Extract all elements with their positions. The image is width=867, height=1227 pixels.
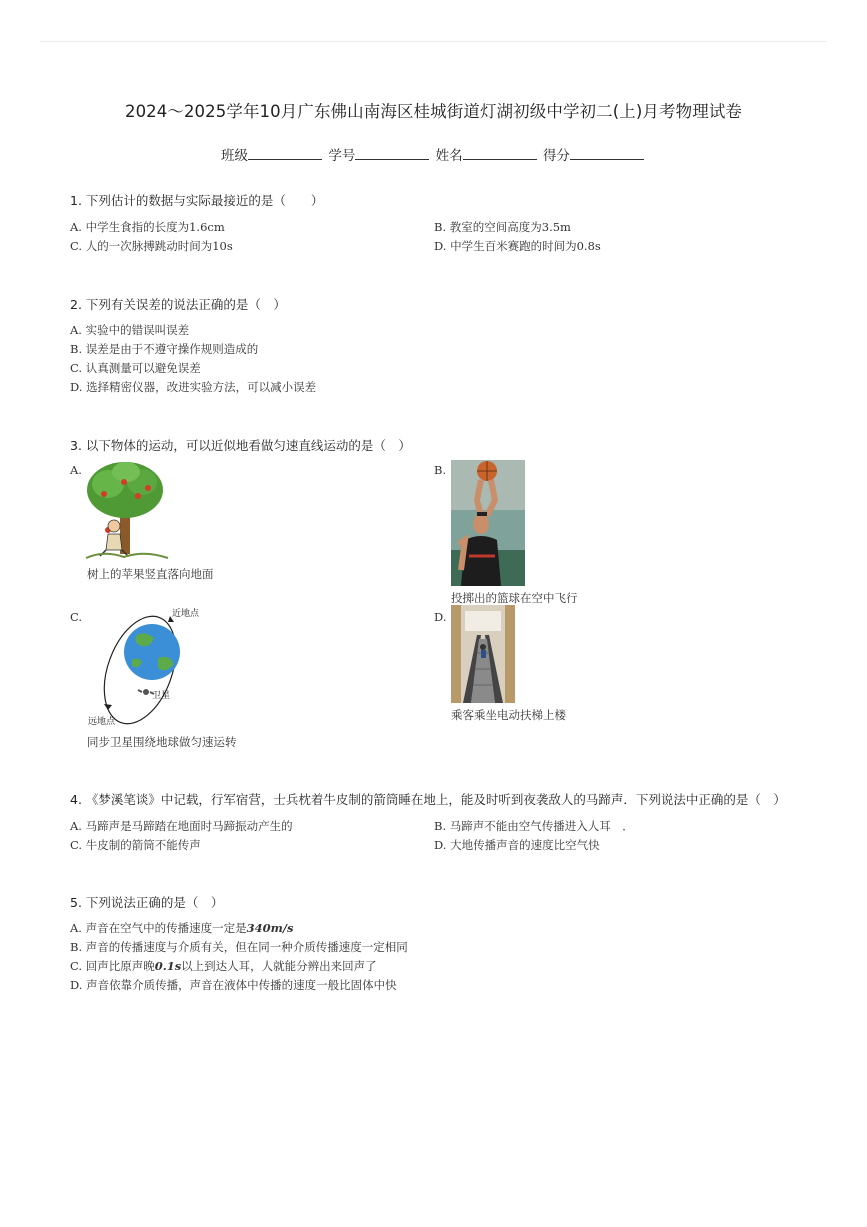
question-5-option-b[interactable]: B. 声音的传播速度与介质有关，但在同一种介质传播速度一定相同 [70,940,408,954]
question-3-stem: 3. 以下物体的运动，可以近似地看做匀速直线运动的是（ ） [70,438,411,453]
question-4-option-b[interactable]: B. 马蹄声不能由空气传播进入人耳 ． [434,819,634,833]
question-1-option-b[interactable]: B. 教室的空间高度为3.5m [434,220,571,234]
basketball-photo [451,460,525,586]
name-blank[interactable] [463,147,537,160]
question-4-option-c[interactable]: C. 牛皮制的箭筒不能传声 [70,838,201,852]
question-5-stem: 5. 下列说法正确的是（ ） [70,895,224,910]
question-1-option-d[interactable]: D. 中学生百米赛跑的时间为0.8s [434,239,601,253]
id-blank[interactable] [355,147,429,160]
question-5-option-c[interactable]: C. 回声比原声晚0.1s以上到达人耳，人就能分辨出来回声了 [70,959,377,973]
page-title: 2024～2025学年10月广东佛山南海区桂城街道灯湖初级中学初二(上)月考物理试卷 [124,102,743,121]
question-2-option-c[interactable]: C. 认真测量可以避免误差 [70,361,201,375]
class-blank[interactable] [248,147,322,160]
question-3-option-c-caption: 同步卫星围绕地球做匀速运转 [87,735,237,749]
question-1-option-c[interactable]: C. 人的一次脉搏跳动时间为10s [70,239,233,253]
satellite-orbit-diagram [84,604,214,728]
question-3-option-b-caption: 投掷出的篮球在空中飞行 [451,591,578,605]
question-1-option-a[interactable]: A. 中学生食指的长度为1.6cm [70,220,225,234]
question-1-stem: 1. 下列估计的数据与实际最接近的是（ ） [70,193,324,208]
perigee-label: 近地点 [172,609,200,619]
question-5-option-d[interactable]: D. 声音依靠介质传播，声音在液体中传播的速度一般比固体中快 [70,978,397,992]
score-blank[interactable] [570,147,644,160]
time-value: 0.1s [154,959,182,973]
score-label: 得分 [542,148,570,164]
apogee-label: 远地点 [88,717,116,727]
question-3-option-a-caption: 树上的苹果竖直落向地面 [87,567,214,581]
question-4-stem: 4. 《梦溪笔谈》中记载，行军宿营，士兵枕着牛皮制的箭筒睡在地上，能及时听到夜袭敌人的马蹄声．下列说法中正确的是（ ） [70,792,786,807]
student-info-row [0,144,867,164]
question-5-option-a[interactable]: A. 声音在空气中的传播速度一定是340m/s [70,921,294,935]
question-3-option-a-letter[interactable]: A. [70,463,82,477]
question-2-option-b[interactable]: B. 误差是由于不遵守操作规则造成的 [70,342,259,356]
question-4-option-a[interactable]: A. 马蹄声是马蹄踏在地面时马蹄振动产生的 [70,819,293,833]
satellite-label: 卫星 [152,691,171,701]
question-2-option-d[interactable]: D. 选择精密仪器，改进实验方法，可以减小误差 [70,380,317,394]
question-3-option-c-letter[interactable]: C. [70,610,83,624]
question-3-option-d-caption: 乘客乘坐电动扶梯上楼 [451,708,566,722]
question-2-option-a[interactable]: A. 实验中的错误叫误差 [70,323,190,337]
top-divider [40,41,827,42]
apple-tree-illustration [84,460,170,560]
escalator-photo [451,605,515,703]
class-label: 班级 [221,148,249,164]
question-4-option-d[interactable]: D. 大地传播声音的速度比空气快 [434,838,600,852]
question-3-option-d-letter[interactable]: D. [434,610,447,624]
speed-value: 340m/s [246,921,294,935]
question-3-option-b-letter[interactable]: B. [434,463,447,477]
question-2-stem: 2. 下列有关误差的说法正确的是（ ） [70,297,286,312]
name-label: 姓名 [435,148,463,164]
id-label: 学号 [328,148,356,164]
